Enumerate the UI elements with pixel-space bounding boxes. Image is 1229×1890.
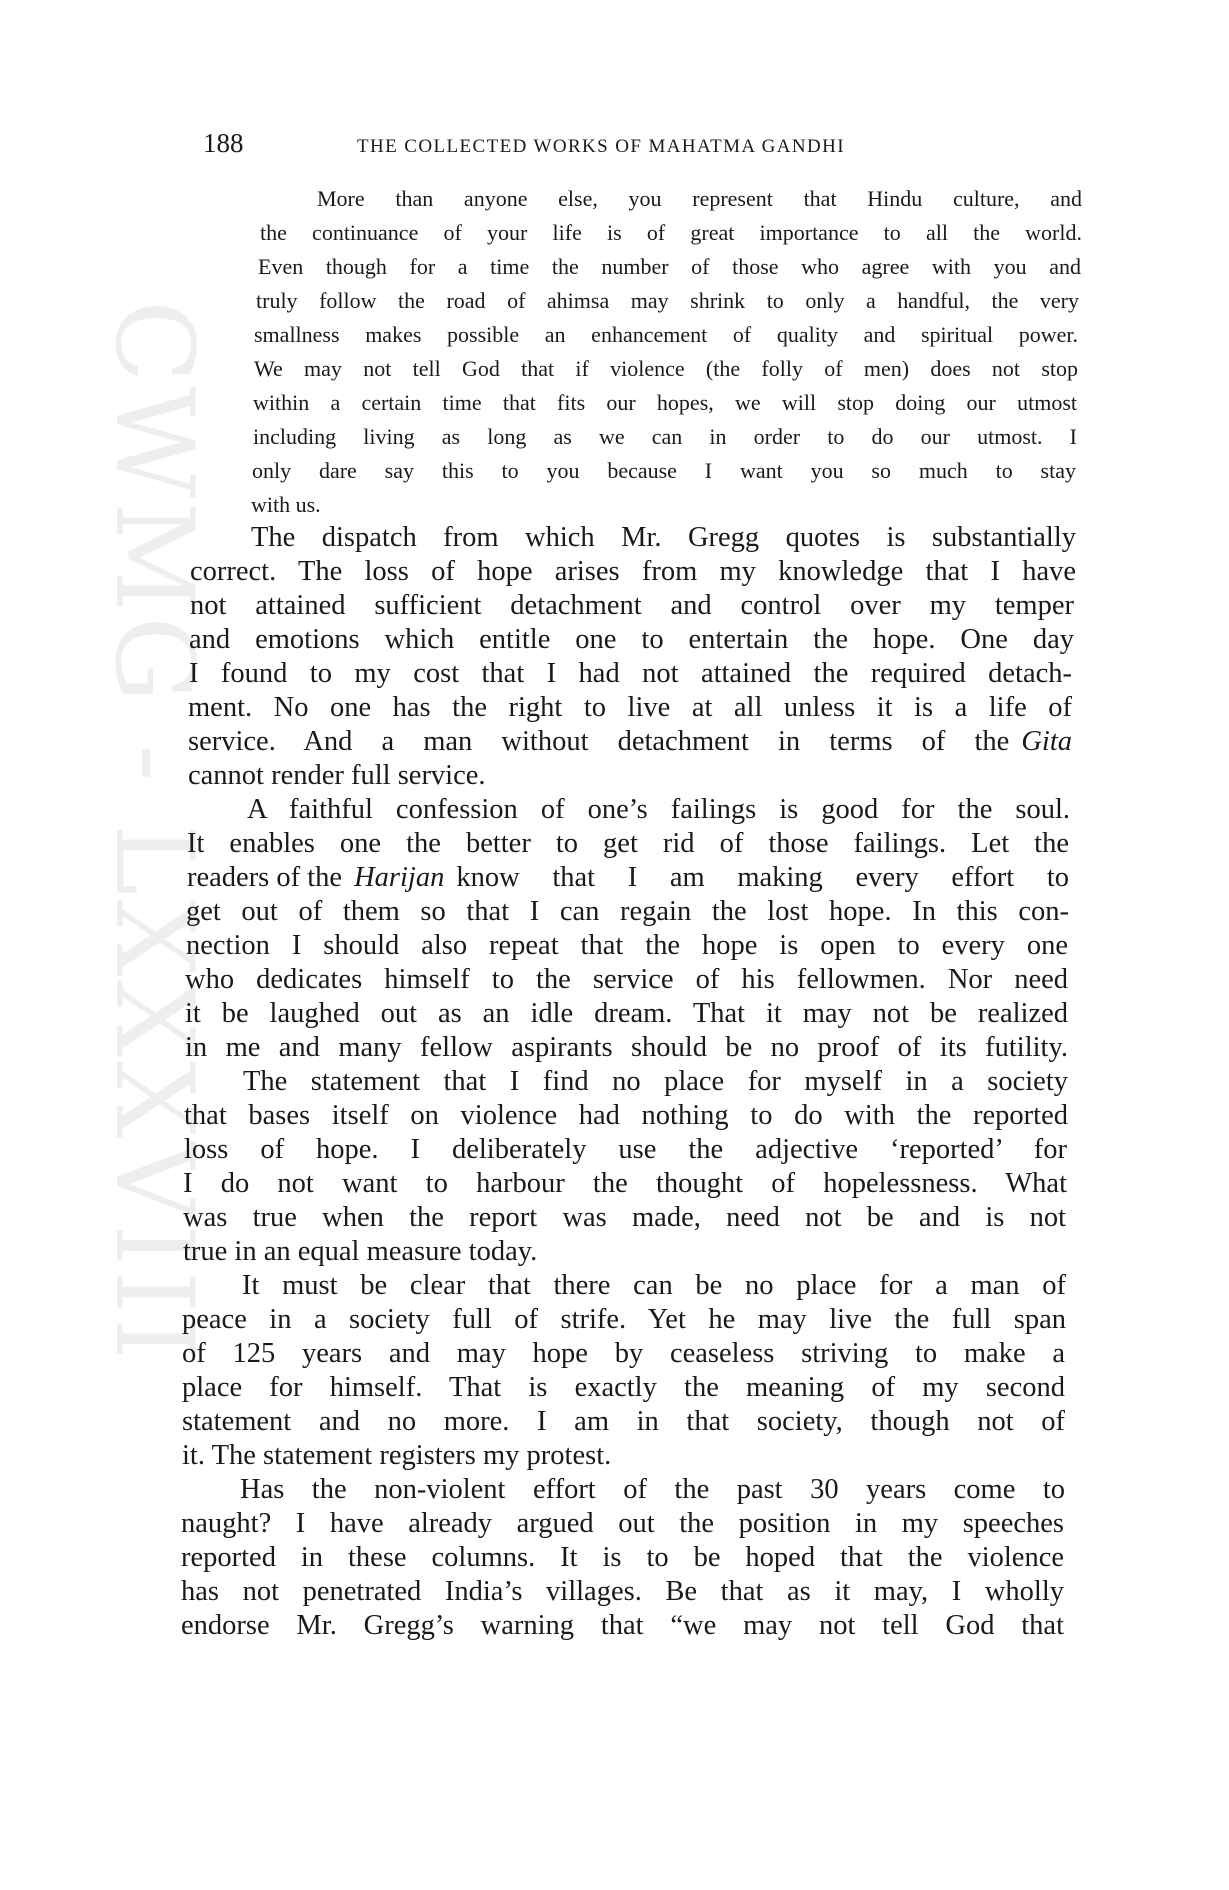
quote-line: More than anyone else, you represent that Hindu culture, and xyxy=(317,186,1082,211)
quote-line: within a certain time that fits our hopes, we will stop doing our utmost xyxy=(253,390,1077,415)
quote-line: We may not tell God that if violence (the folly of men) does not stop xyxy=(254,356,1078,381)
body-line xyxy=(187,862,1069,894)
body-line-text: readers of the xyxy=(187,862,343,893)
body-line: has not penetrated India’s villages. Be that as it may, I wholly xyxy=(181,1576,1064,1607)
body-line: The statement that I find no place for myself in a society xyxy=(243,1066,1068,1097)
body-line: A faithful confession of one’s failings is good for the soul. xyxy=(247,794,1070,825)
watermark-text: CWMG - LXXXVIII xyxy=(91,300,216,1365)
italic-title-gita: Gita xyxy=(1021,726,1072,757)
body-line: The dispatch from which Mr. Gregg quotes is substantially xyxy=(251,522,1076,553)
body-line: loss of hope. I deliberately use the adjective ‘reported’ for xyxy=(184,1134,1067,1165)
body-line: statement and no more. I am in that society, though not of xyxy=(182,1406,1065,1437)
body-line: who dedicates himself to the service of his fellowmen. Nor need xyxy=(185,964,1068,995)
body-line: Has the non-violent effort of the past 30 years come to xyxy=(240,1474,1065,1505)
quote-line: including living as long as we can in order to do our utmost. I xyxy=(253,424,1077,449)
body-line xyxy=(188,726,1072,758)
quote-line: only dare say this to you because I want you so much to stay xyxy=(252,458,1076,483)
body-line: endorse Mr. Gregg’s warning that “we may not tell God that xyxy=(181,1610,1064,1641)
body-line: I found to my cost that I had not attained the required detach- xyxy=(189,658,1072,689)
body-line: was true when the report was made, need not be and is not xyxy=(183,1202,1066,1233)
body-line: true in an equal measure today. xyxy=(183,1236,538,1267)
body-line: I do not want to harbour the thought of hopelessness. What xyxy=(183,1168,1067,1199)
body-line: it be laughed out as an idle dream. That it may not be realized xyxy=(185,998,1068,1029)
body-line-text: know that I am making every effort to xyxy=(456,862,1069,893)
body-line: reported in these columns. It is to be hoped that the violence xyxy=(181,1542,1064,1573)
italic-title-harijan: Harijan xyxy=(354,862,445,893)
running-title: THE COLLECTED WORKS OF MAHATMA GANDHI xyxy=(357,136,845,157)
body-line: in me and many fellow aspirants should be no proof of its futility. xyxy=(185,1032,1068,1063)
body-line: place for himself. That is exactly the meaning of my second xyxy=(182,1372,1065,1403)
page-header xyxy=(203,128,1073,168)
body-line: of 125 years and may hope by ceaseless striving to make a xyxy=(182,1338,1065,1369)
body-line: that bases itself on violence had nothing to do with the reported xyxy=(184,1100,1068,1131)
body-line: ment. No one has the right to live at all unless it is a life of xyxy=(188,692,1072,723)
quote-line: smallness makes possible an enhancement of quality and spiritual power. xyxy=(254,322,1078,347)
body-line: peace in a society full of strife. Yet he may live the full span xyxy=(182,1304,1066,1335)
body-line: get out of them so that I can regain the lost hope. In this con- xyxy=(186,896,1069,927)
quote-line: the continuance of your life is of great importance to all the world. xyxy=(260,220,1082,245)
body-line: it. The statement registers my protest. xyxy=(182,1440,612,1471)
body-line-text: service. And a man without detachment in terms of the xyxy=(188,726,1010,757)
body-line: naught? I have already argued out the position in my speeches xyxy=(181,1508,1064,1539)
body-line: and emotions which entitle one to entertain the hope. One day xyxy=(189,624,1074,655)
quote-line: with us. xyxy=(251,492,321,517)
body-line: cannot render full service. xyxy=(188,760,486,791)
body-line: It must be clear that there can be no place for a man of xyxy=(242,1270,1066,1301)
quote-line: truly follow the road of ahimsa may shrink to only a handful, the very xyxy=(256,288,1079,313)
body-line: correct. The loss of hope arises from my knowledge that I have xyxy=(190,556,1076,587)
body-line: nection I should also repeat that the hope is open to every one xyxy=(186,930,1068,961)
body-line: not attained sufficient detachment and control over my temper xyxy=(190,590,1074,621)
body-line: It enables one the better to get rid of those failings. Let the xyxy=(187,828,1069,859)
page-number: 188 xyxy=(203,128,244,158)
quote-line: Even though for a time the number of those who agree with you and xyxy=(258,254,1081,279)
